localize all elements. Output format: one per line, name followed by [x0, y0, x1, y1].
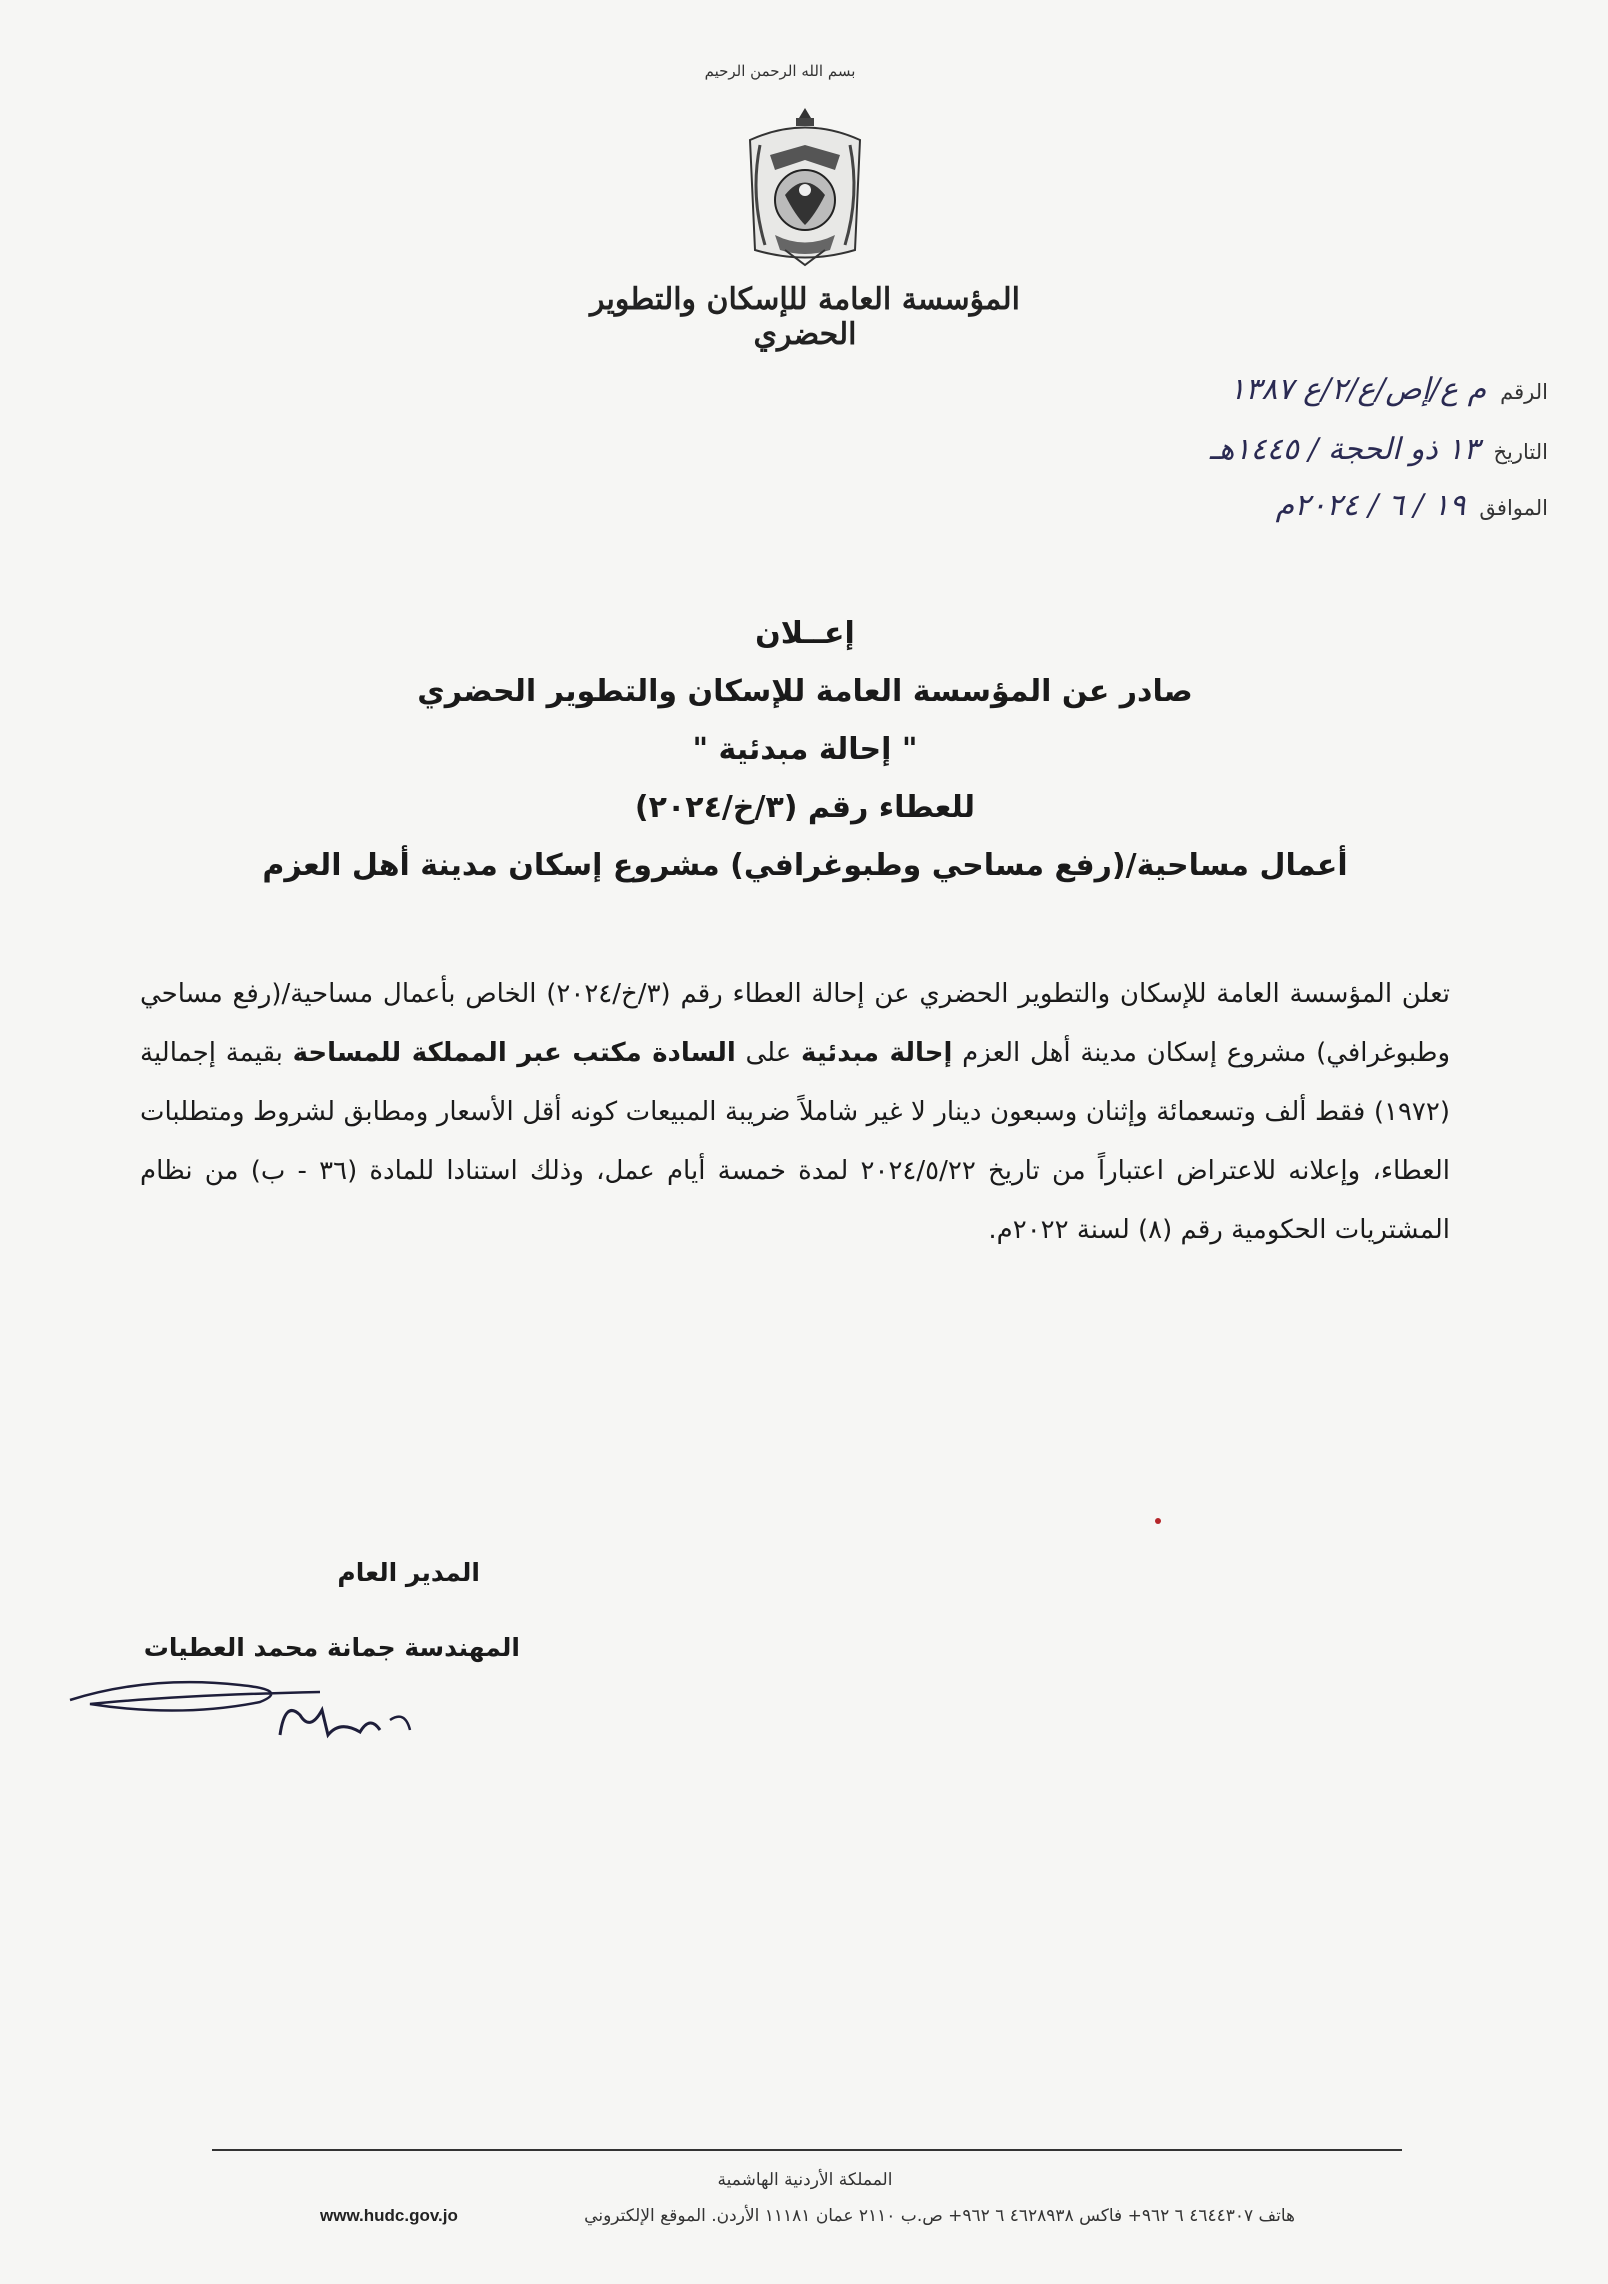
reference-number: [1229, 372, 1548, 407]
hijri-date-label: التاريخ: [1493, 440, 1548, 464]
footer-country: المملكة الأردنية الهاشمية: [717, 2170, 893, 2190]
gregorian-date-value: ١٩ / ٦ / ٢٠٢٤م: [1275, 488, 1466, 523]
handwritten-signature-icon: [60, 1640, 480, 1750]
announcement-body: [140, 965, 1450, 1260]
footer-divider: [212, 2149, 1402, 2151]
ink-dot: [1155, 1518, 1161, 1524]
gregorian-date-label: الموافق: [1479, 496, 1548, 520]
body-part-1: تعلن المؤسسة العامة للإسكان والتطوير الحضري عن إحالة العطاء رقم (٣/خ/٢٠٢٤) الخاص بأعمال مساحية/(رفع مساحي وطبوغرافي) مشروع إسكان مدينة أهل العزم: [140, 979, 1450, 1068]
royal-emblem-icon: [730, 100, 880, 270]
footer-contact: هاتف ٤٦٤٤٣٠٧ ٦ ٩٦٢+ فاكس ٤٦٢٨٩٣٨ ٦ ٩٦٢+ ص.ب ٢١١٠ عمان ١١١٨١ الأردن. الموقع الإلكتروني: [584, 2206, 1295, 2226]
announcement-heading: إعــلان: [755, 616, 855, 651]
footer-website-link[interactable]: www.hudc.gov.jo: [320, 2206, 458, 2225]
body-bold-award: إحالة مبدئية: [801, 1038, 953, 1068]
reference-hijri-date: [1210, 432, 1548, 467]
organization-name: المؤسسة العامة للإسكان والتطوير الحضري: [590, 282, 1020, 352]
hijri-date-value: ١٣ ذو الحجة / ١٤٤٥هـ: [1209, 432, 1480, 467]
body-bold-contractor: السادة مكتب عبر المملكة للمساحة: [292, 1038, 736, 1068]
body-part-3: بقيمة إجمالية (١٩٧٢) فقط ألف وتسعمائة وإثنان وسبعون دينار لا غير شاملاً ضريبة المبيعات كونه أقل الأسعار ومطابق لشروط ومتطلبات العطاء، وإعلانه للاعتراض اعتباراً من تاريخ ٢٠٢٤/٥/٢٢ لمدة خمسة أيام عمل، وذلك استنادا للمادة (٣٦ - ب) من نظام المشتريات الحكومية رقم (٨) لسنة ٢٠٢٢م.: [140, 1038, 1450, 1245]
director-title: المدير العام: [337, 1558, 480, 1587]
reference-number-value: م ع/إص/ع/٢/ع ١٣٨٧: [1229, 372, 1487, 407]
tender-number-line: للعطاء رقم (٣/خ/٢٠٢٤): [634, 790, 976, 825]
reference-number-label: الرقم: [1500, 380, 1548, 404]
reference-gregorian-date: [1276, 488, 1548, 523]
bismillah: بسم الله الرحمن الرحيم: [704, 62, 856, 80]
body-part-2: على: [735, 1038, 802, 1068]
award-type-line: " إحالة مبدئية ": [692, 732, 918, 767]
issuer-line: صادر عن المؤسسة العامة للإسكان والتطوير الحضري: [417, 674, 1193, 709]
announcement-titles: [180, 605, 1430, 895]
tender-subject-line: أعمال مساحية/(رفع مساحي وطبوغرافي) مشروع إسكان مدينة أهل العزم: [262, 848, 1348, 883]
director-name: المهندسة جمانة محمد العطيات: [143, 1633, 520, 1662]
